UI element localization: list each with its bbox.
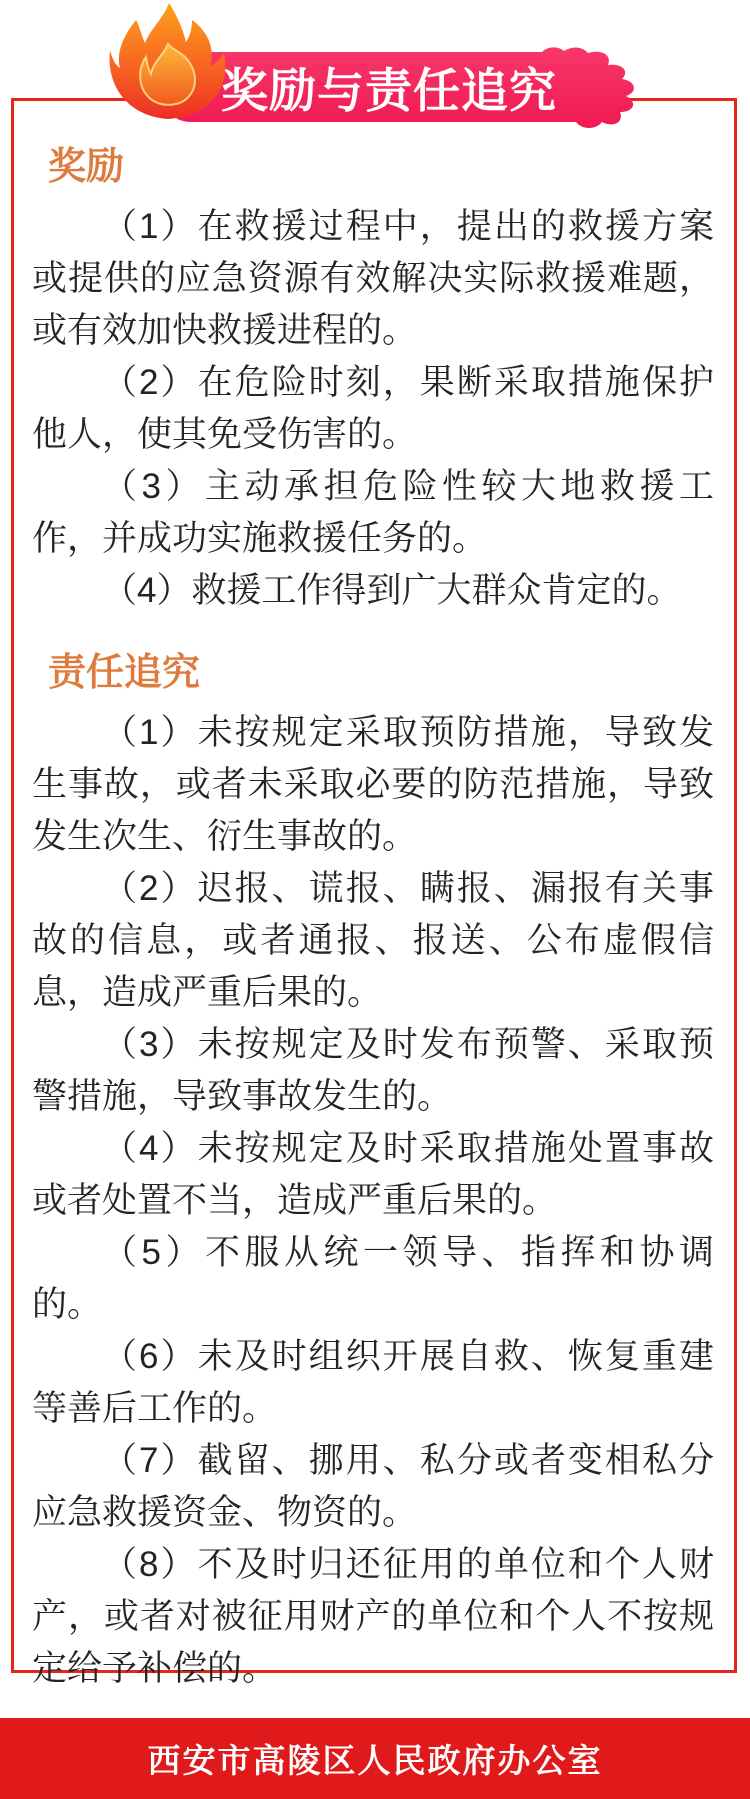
accountability-item: （8）不及时归还征用的单位和个人财产，或者对被征用财产的单位和个人不按规定给予补偿的。 xyxy=(32,1545,714,1688)
page-title: 奖励与责任追究 xyxy=(221,63,557,117)
content-card xyxy=(11,98,737,1688)
rewards-item: （3）主动承担危险性较大地救援工作，并成功实施救援任务的。 xyxy=(32,467,714,558)
rewards-item: （4）救援工作得到广大群众肯定的。 xyxy=(102,571,682,610)
section-heading-rewards: 奖励 xyxy=(48,146,125,188)
accountability-item: （5）不服从统一领导、指挥和协调的。 xyxy=(32,1233,714,1324)
accountability-item: （1）未按规定采取预防措施，导致发生事故，或者未采取必要的防范措施，导致发生次生、衍生事故的。 xyxy=(32,713,714,856)
section-heading-accountability: 责任追究 xyxy=(48,652,201,694)
footer-bar xyxy=(0,1718,750,1799)
footer-text: 西安市高陵区人民政府办公室 xyxy=(147,1742,603,1779)
accountability-item: （2）迟报、谎报、瞒报、漏报有关事故的信息，或者通报、报送、公布虚假信息，造成严重后果的。 xyxy=(32,869,714,1012)
flame-icon xyxy=(106,0,230,124)
rewards-item: （1）在救援过程中，提出的救援方案或提供的应急资源有效解决实际救援难题，或有效加快救援进程的。 xyxy=(32,207,714,350)
accountability-item: （6）未及时组织开展自救、恢复重建等善后工作的。 xyxy=(32,1337,714,1428)
card-content xyxy=(14,101,734,1695)
accountability-item: （4）未按规定及时采取措施处置事故或者处置不当，造成严重后果的。 xyxy=(32,1129,714,1220)
rewards-item: （2）在危险时刻，果断采取措施保护他人，使其免受伤害的。 xyxy=(32,363,714,454)
accountability-item: （3）未按规定及时发布预警、采取预警措施，导致事故发生的。 xyxy=(32,1025,714,1116)
accountability-item: （7）截留、挪用、私分或者变相私分应急救援资金、物资的。 xyxy=(32,1441,714,1532)
